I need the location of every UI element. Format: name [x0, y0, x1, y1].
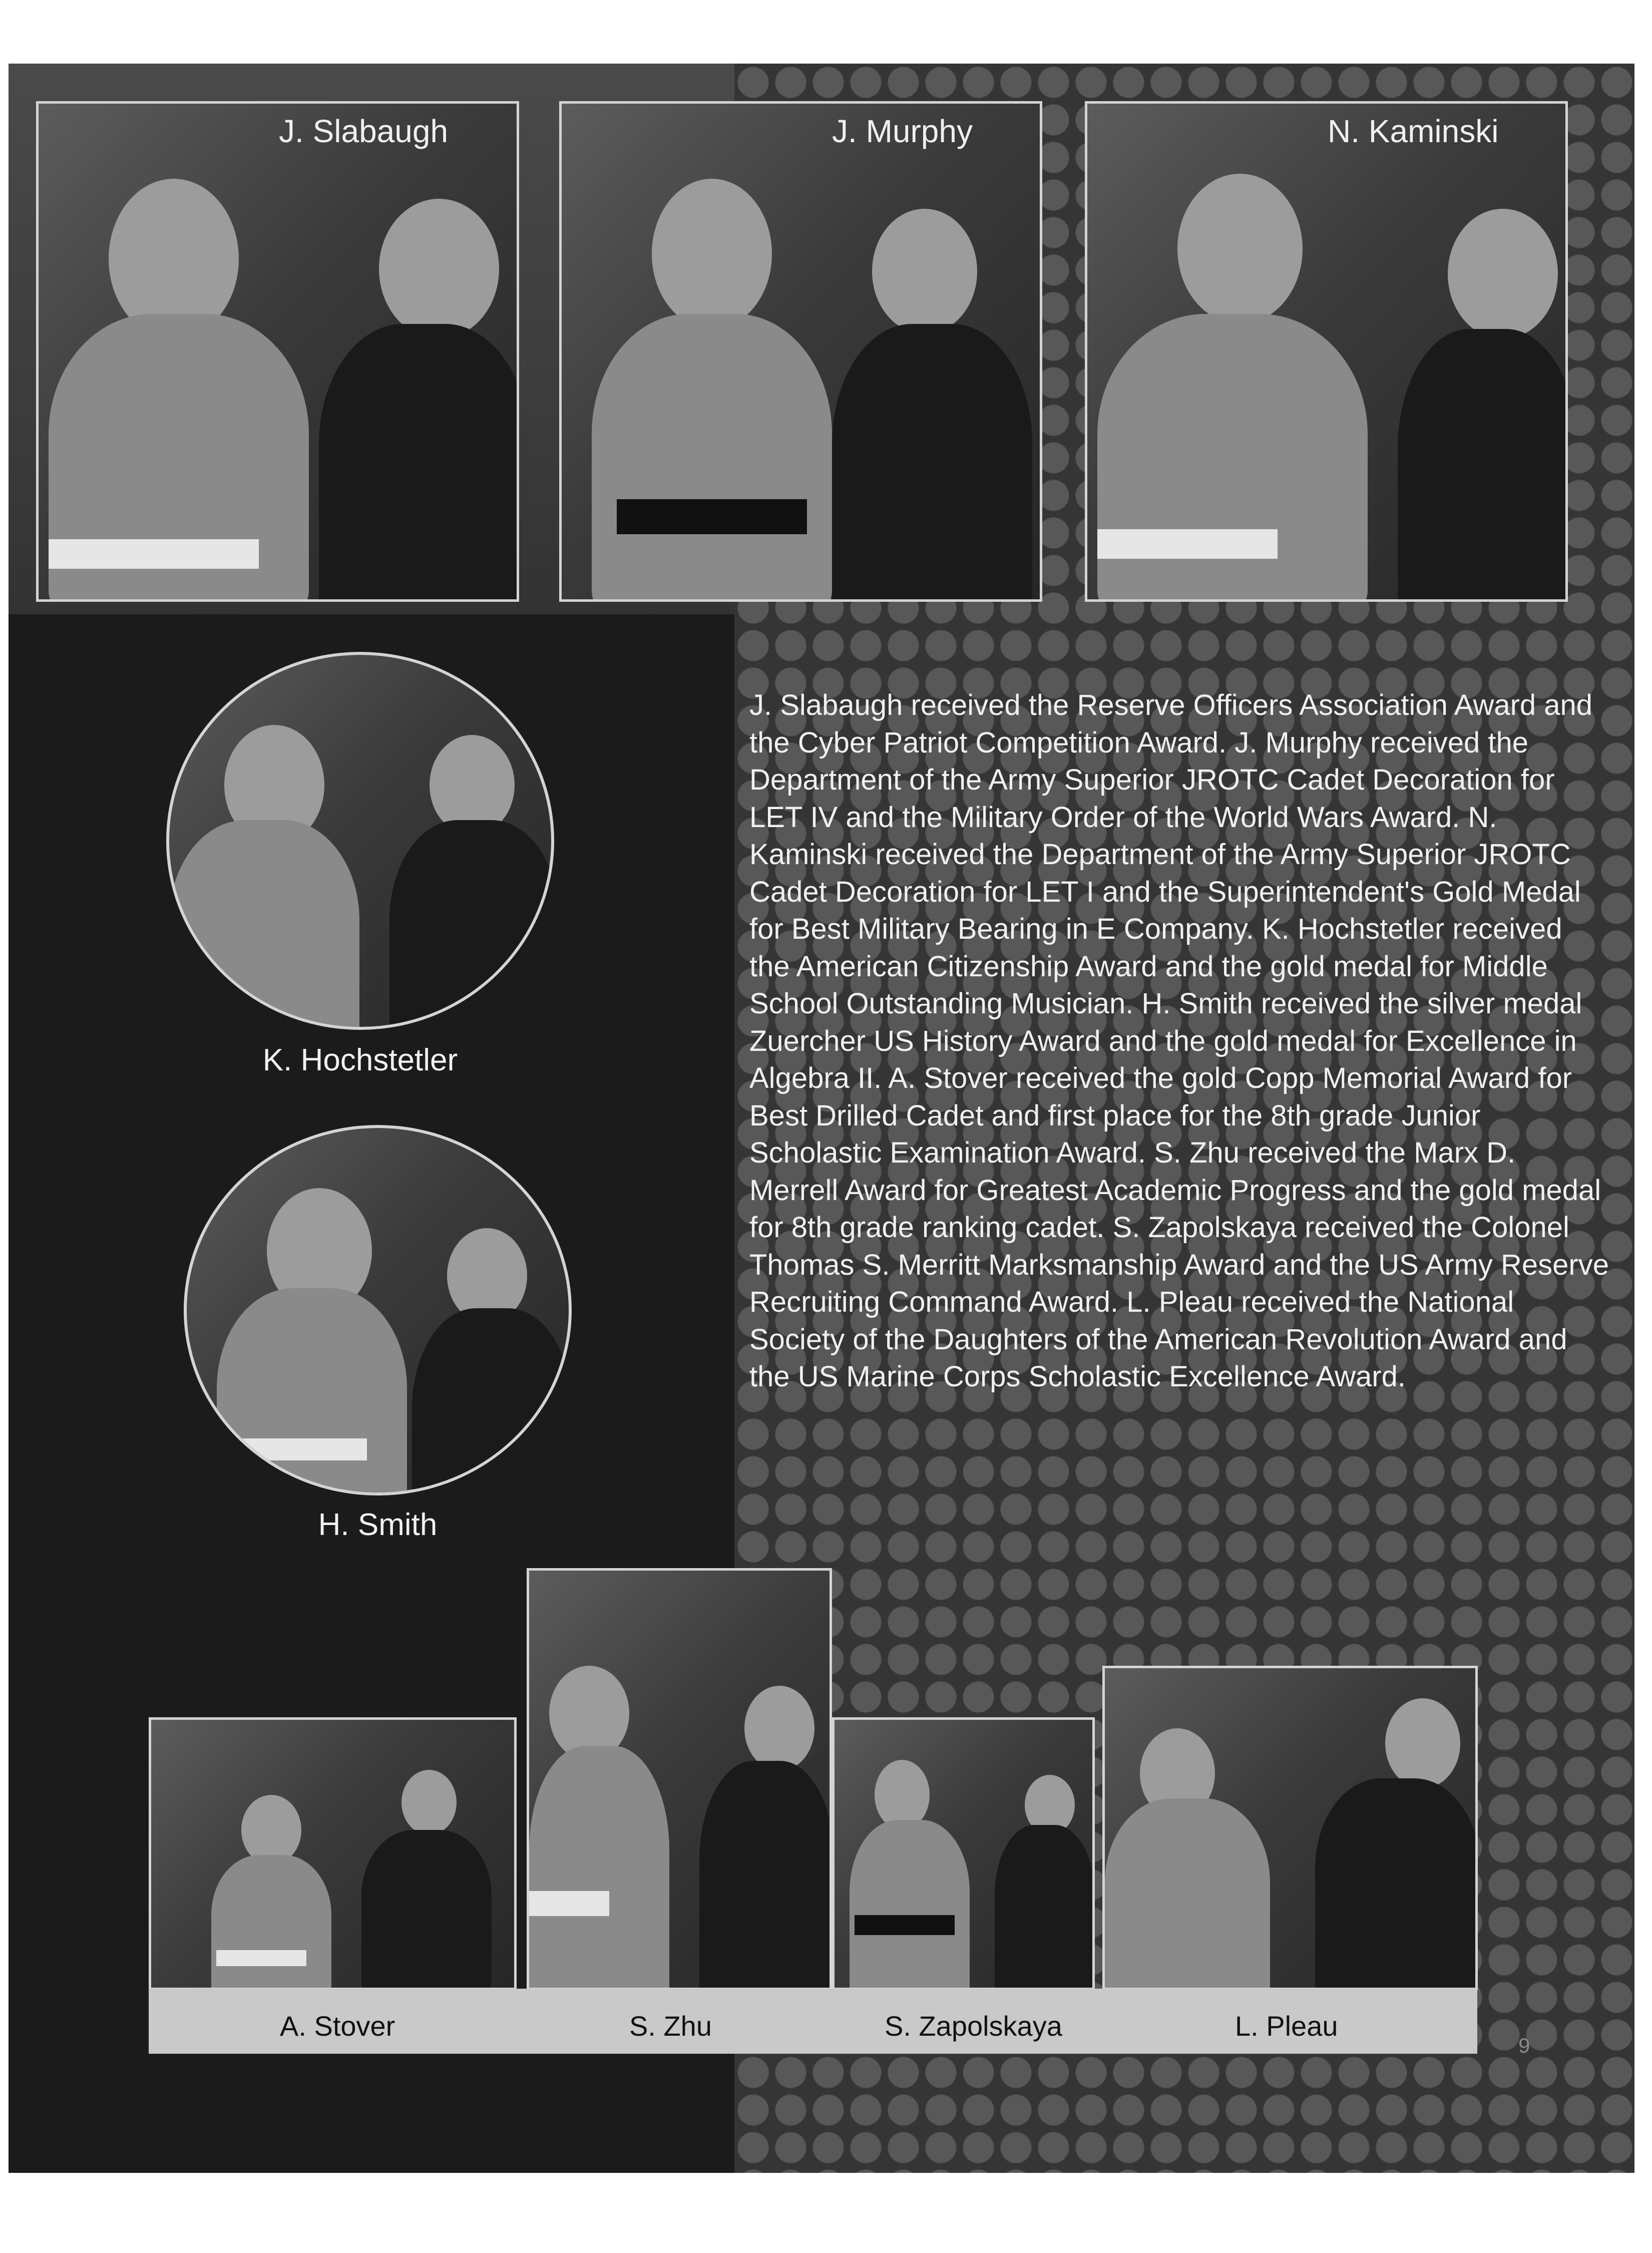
- photo-stover: [149, 1717, 517, 1990]
- photo-smith: [184, 1125, 572, 1495]
- photo-label-smith: H. Smith: [318, 1508, 438, 1542]
- yearbook-page: [9, 64, 1634, 2173]
- photo-slabaugh: [36, 101, 519, 602]
- photo-label-murphy: J. Murphy: [832, 113, 973, 149]
- photo-label-slabaugh: J. Slabaugh: [279, 113, 449, 149]
- photo-murphy: [559, 101, 1042, 602]
- photo-label-hochstetler: K. Hochstetler: [262, 1043, 458, 1077]
- caption-stover: A. Stover: [280, 2010, 395, 2042]
- page-number: 9: [1518, 2034, 1530, 2057]
- photo-zapolskaya: [832, 1717, 1095, 1990]
- photo-label-kaminski: N. Kaminski: [1328, 113, 1499, 149]
- caption-zapolskaya: S. Zapolskaya: [885, 2010, 1062, 2042]
- photo-zhu: [527, 1568, 832, 1990]
- caption-pleau: L. Pleau: [1235, 2010, 1338, 2042]
- caption-zhu: S. Zhu: [629, 2010, 712, 2042]
- photo-kaminski: [1085, 101, 1568, 602]
- photo-hochstetler: [166, 652, 554, 1030]
- photo-pleau: [1102, 1666, 1478, 1990]
- caption-bar: [149, 1989, 1477, 2054]
- awards-paragraph: J. Slabaugh received the Reserve Officers Association Award and the Cyber Patriot Competition Award. J. Murphy received the Department of the Army Superior JROTC Cadet Decoration for LET IV and the Military Order of the World Wars Award. N. Kaminski received the Department of the Army Superior JROTC Cadet Decoration for LET I and the Superintendent's Gold Medal for Best Military Bearing in E Company. K. Hochstetler received the American Citizenship Award and the gold medal for Middle School Outstanding Musician. H. Smith received the silver medal Zuercher US History Award and the gold medal for Excellence in Algebra II. A. Stover received the gold Copp Memorial Award for Best Drilled Cadet and first place for the 8th grade Junior Scholastic Examination Award. S. Zhu received the Marx D. Merrell Award for Greatest Academic Progress and the gold medal for 8th grade ranking cadet. S. Zapolskaya received the Colonel Thomas S. Merritt Marksmanship Award and the US Army Reserve Recruiting Command Award. L. Pleau received the National Society of the Daughters of the American Revolution Award and the US Marine Corps Scholastic Excellence Award.: [749, 689, 1609, 1393]
